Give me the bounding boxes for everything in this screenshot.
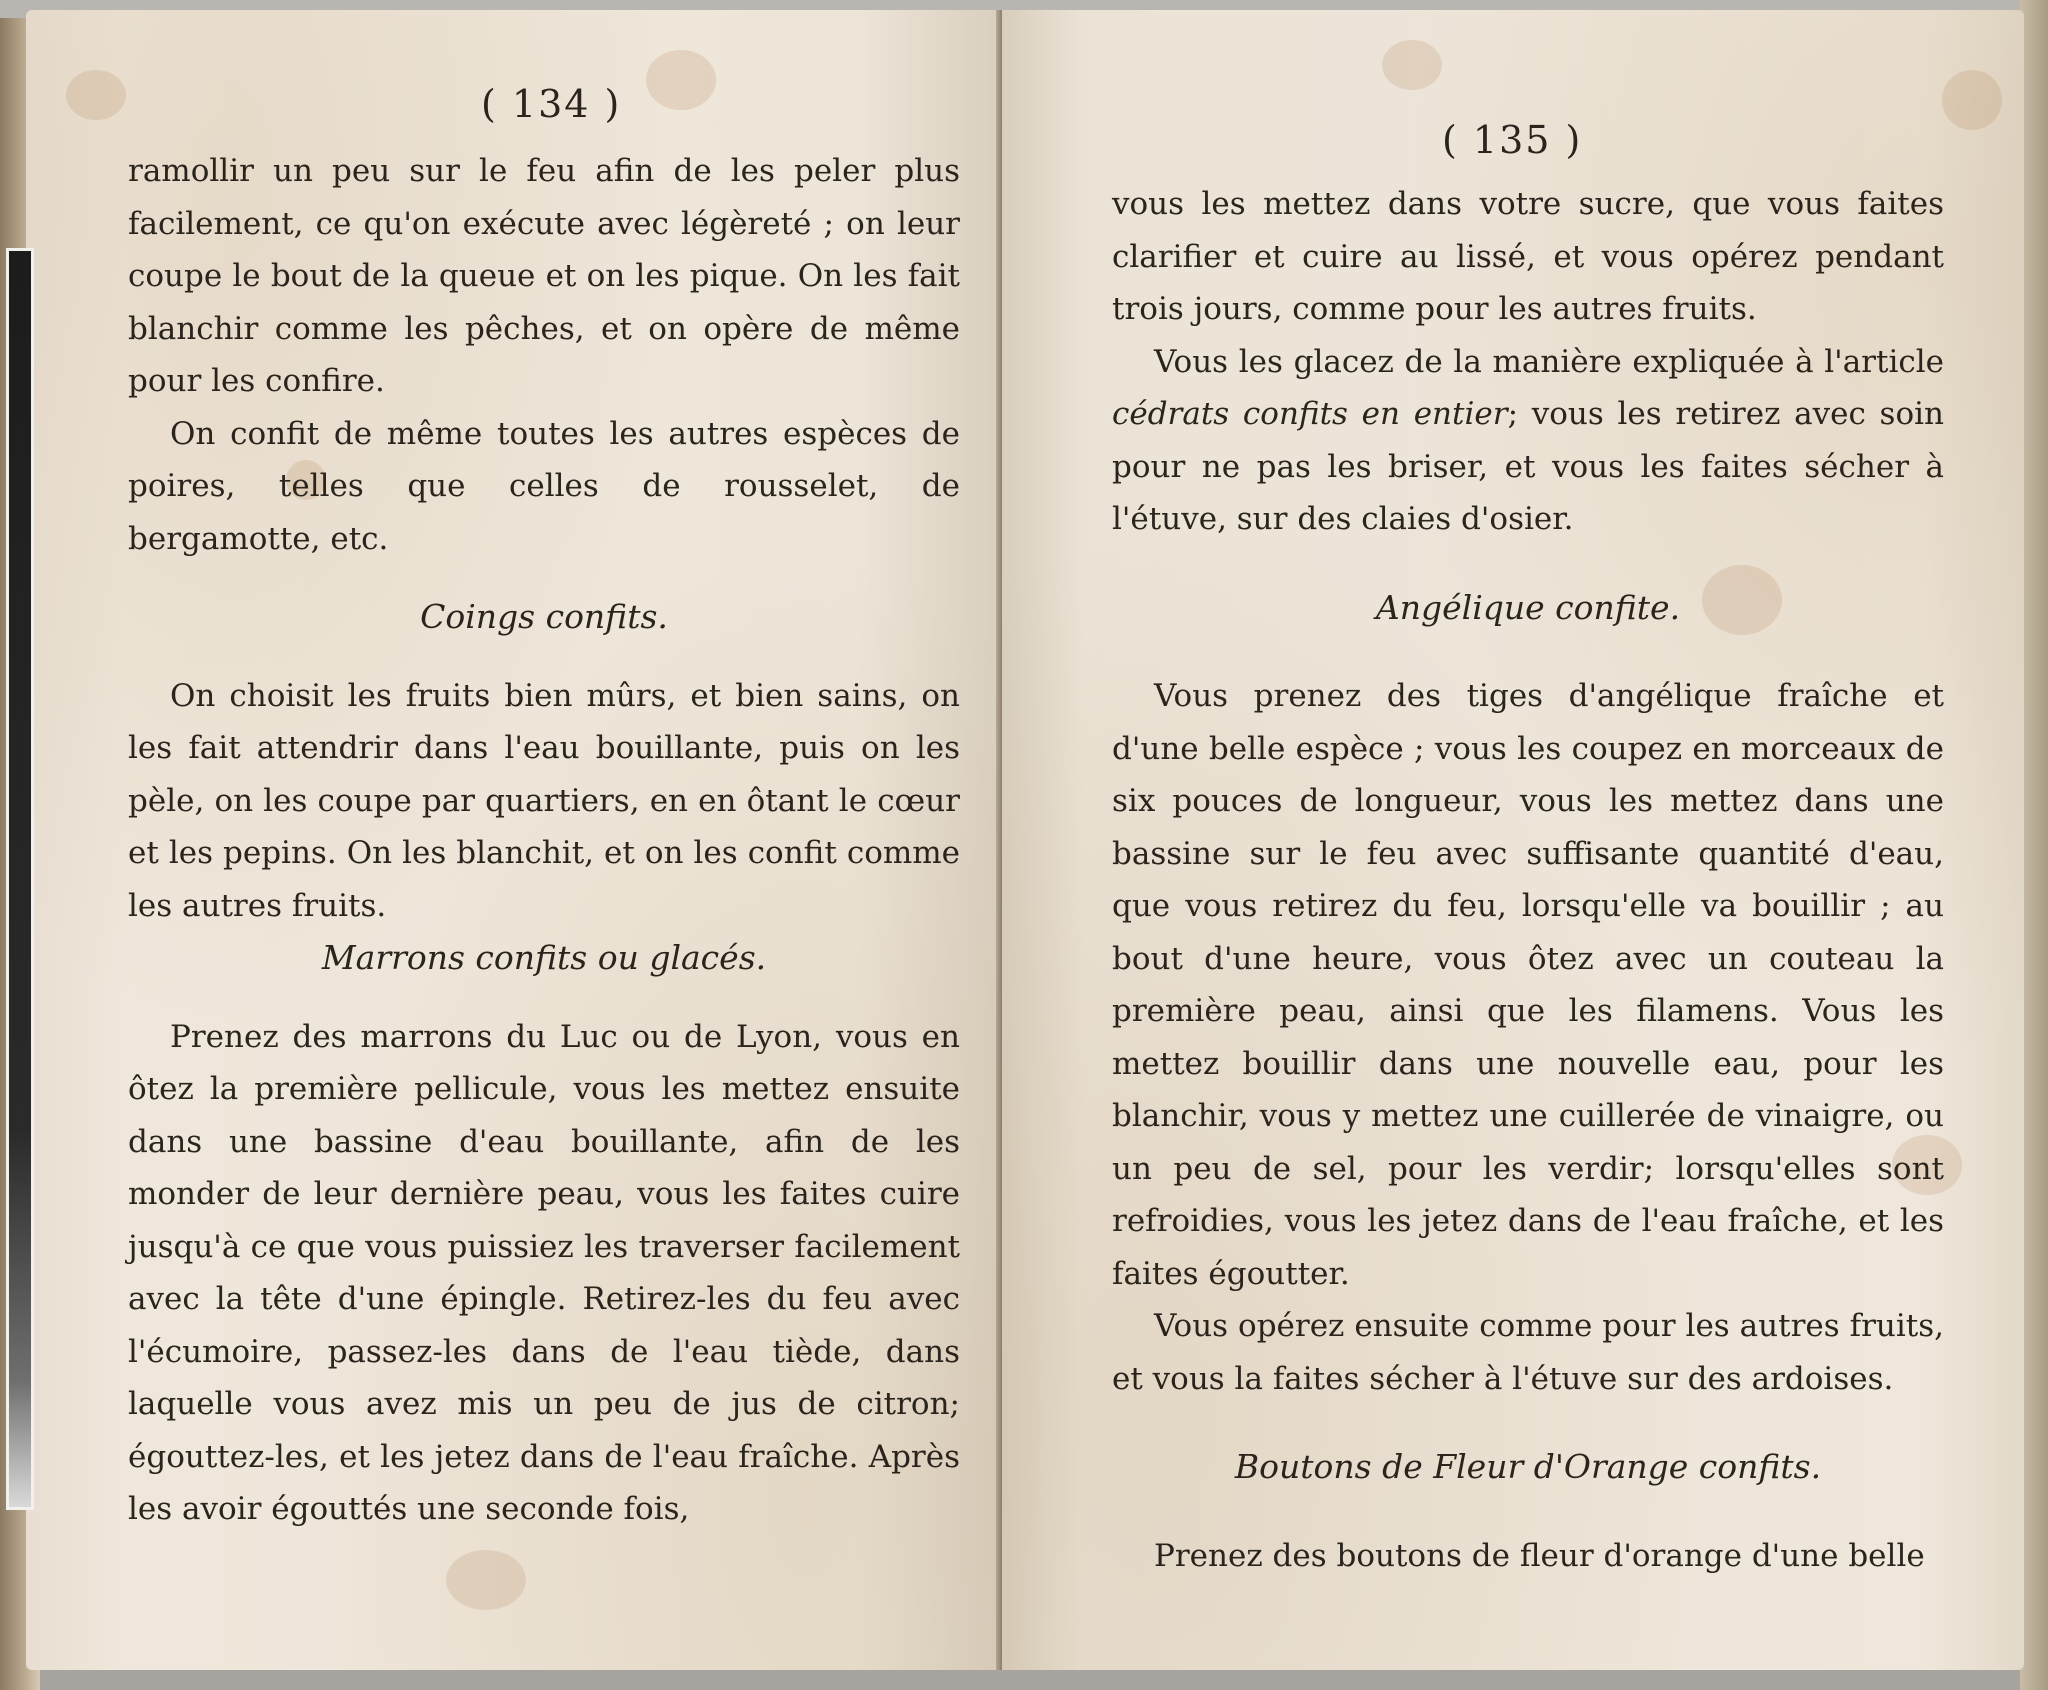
spacer <box>1112 1405 1944 1441</box>
spacer <box>128 565 960 591</box>
paragraph: ramollir un peu sur le feu afin de les peler plus facilement, ce qu'on exécute avec légèreté ; on leur coupe le bout de la queue et on les pique. On les fait blanchir comme les pêches, et on opère de même pour les confire. <box>128 153 960 399</box>
italic-reference: cédrats confits en entier <box>1112 396 1508 432</box>
spacer <box>1112 634 1944 670</box>
paragraph <box>1112 336 1944 546</box>
text-run: Vous les glacez de la manière expliquée à l'article <box>1154 343 1944 380</box>
spacer <box>1112 546 1944 582</box>
right-text-block <box>1112 178 1944 1582</box>
page-number: ( 135 ) <box>1442 118 1583 162</box>
foxing-stain <box>66 70 126 120</box>
foxing-stain <box>446 1550 526 1610</box>
paragraph: Prenez des marrons du Luc ou de Lyon, vous en ôtez la première pellicule, vous les mettez ensuite dans une bassine d'eau bouillante, afin de les monder de leur dernière peau, vous les faites cuire jusqu'à ce que vous puissiez les traverser facilement avec la tête d'une épingle. Retirez-les du feu avec l'écumoire, passez-les dans de l'eau tiède, dans laquelle vous avez mis un peu de jus de citron; égouttez-les, et les jetez dans de l'eau fraîche. Après les avoir égouttés une seconde fois, <box>128 1018 960 1527</box>
paragraph: On confit de même toutes les autres espèces de poires, telles que celles de rousselet, de bergamotte, etc. <box>128 415 960 557</box>
text-run: ; vous les retirez avec soin pour ne pas les briser, et vous les faites sécher à l'étuve, sur des claies d'osier. <box>1112 396 1944 537</box>
left-text-block <box>128 145 960 1536</box>
spacer <box>1112 1494 1944 1530</box>
bookmark-strip <box>6 248 34 1510</box>
paragraph: vous les mettez dans votre sucre, que vous faites clarifier et cuire au lissé, et vous opérez pendant trois jours, comme pour les autres fruits. <box>1112 186 1944 327</box>
section-heading: Coings confits. <box>420 597 668 636</box>
paragraph: Vous prenez des tiges d'angélique fraîche et d'une belle espèce ; vous les coupez en morceaux de six pouces de longueur, vous les mettez dans une bassine sur le feu avec suffisante quantité d'eau, que vous retirez du feu, lorsqu'elle va bouillir ; au bout d'une heure, vous ôtez avec un couteau la première peau, ainsi que les filamens. Vous les mettez bouillir dans une nouvelle eau, pour les blanchir, vous y mettez une cuillerée de vinaigre, ou un peu de sel, pour les verdir; lorsqu'elles sont refroidies, vous les jetez dans de l'eau fraîche, et les faites égoutter. <box>1112 678 1944 1292</box>
left-page <box>26 10 1002 1670</box>
spacer <box>128 644 960 670</box>
paragraph: On choisit les fruits bien mûrs, et bien sains, on les fait attendrir dans l'eau bouillante, puis on les pèle, on les coupe par quartiers, en en ôtant le cœur et les pepins. On les blanchit, et on les confit comme les autres fruits. <box>128 677 960 924</box>
right-page <box>1002 10 2024 1670</box>
paragraph: Vous opérez ensuite comme pour les autres fruits, et vous la faites sécher à l'étuve sur des ardoises. <box>1112 1308 1944 1397</box>
foxing-stain <box>646 50 716 110</box>
page-number: ( 134 ) <box>481 82 622 126</box>
spacer <box>128 985 960 1011</box>
foxing-stain <box>1382 40 1442 90</box>
foxing-stain <box>1942 70 2002 130</box>
section-heading: Marrons confits ou glacés. <box>321 938 767 977</box>
section-heading: Boutons de Fleur d'Orange confits. <box>1234 1447 1822 1486</box>
book-cover-right-edge <box>2020 0 2048 1690</box>
paragraph: Prenez des boutons de fleur d'orange d'une belle <box>1154 1537 1925 1574</box>
section-heading: Angélique confite. <box>1375 587 1681 627</box>
